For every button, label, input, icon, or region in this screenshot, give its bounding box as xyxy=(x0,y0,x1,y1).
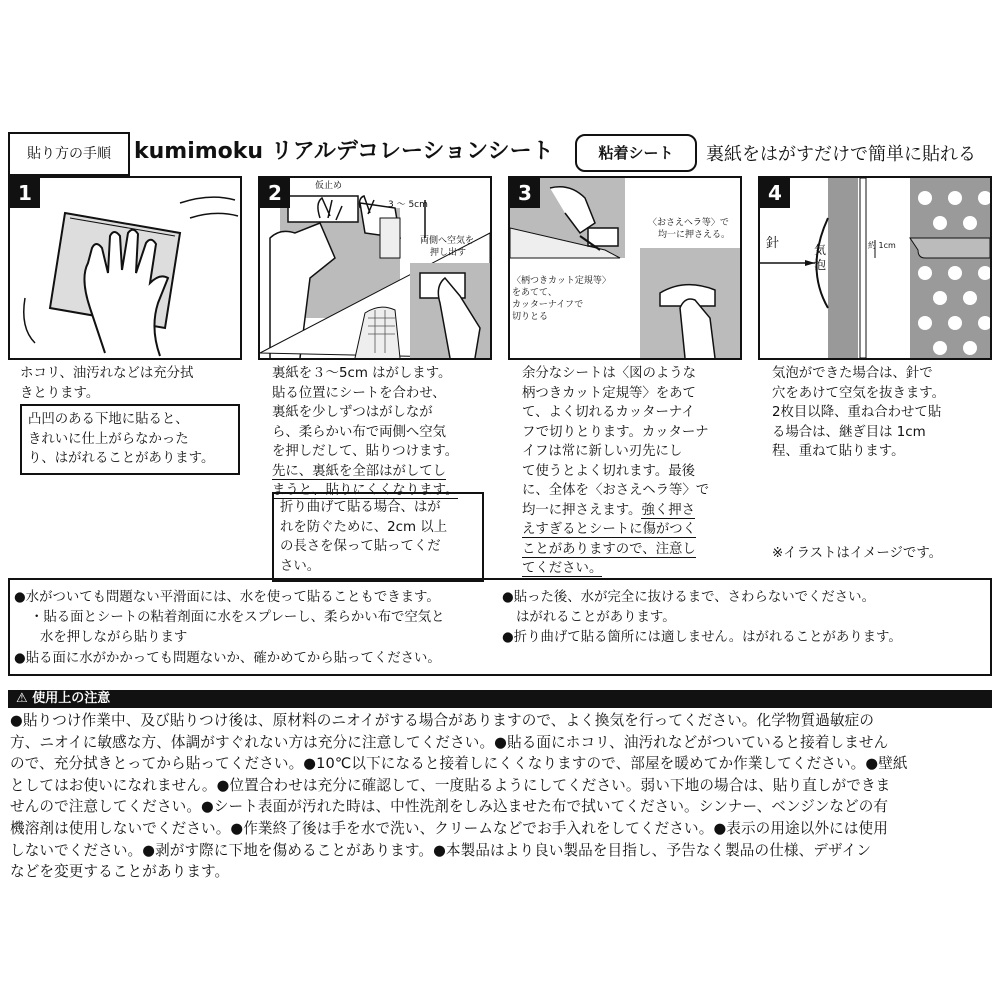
step-2-note: 折り曲げて貼る場合、はが れを防ぐために、2cm 以上 の長さを保って貼ってくだ さい。 xyxy=(272,492,484,582)
tagline: 裏紙をはがすだけで簡単に貼れる xyxy=(706,144,976,165)
wiping-hand-illustration xyxy=(10,178,240,358)
hera-label-1: 〈おさえヘラ等〉で xyxy=(648,218,729,228)
step-4-illustration xyxy=(758,176,992,360)
push-air-label-1: 両側へ空気を xyxy=(420,236,475,246)
illustration-disclaimer: ※イラストはイメージです。 xyxy=(772,546,943,561)
brand-name: kumimoku xyxy=(134,139,264,164)
product-name: リアルデコレーションシート xyxy=(263,139,554,164)
step-number: 1 xyxy=(10,178,40,208)
step-4-text: 気泡ができた場合は、針で 穴をあけて空気を抜きます。 2枚目以降、重ね合わせて貼 る場合は、継ぎ目は 1cm 程、重ねて貼ります。 xyxy=(772,366,946,459)
step-2-illustration xyxy=(258,176,492,360)
step-1-note: 凸凹のある下地に貼ると、 きれいに仕上がらなかった り、はがれることがあります。 xyxy=(20,404,240,475)
step-2-text: 裏紙を３～5cm はがします。 貼る位置にシートを合わせ、 裏紙を少しずつはがしなが ら、柔らかい布で両側へ空気 を押しだして、貼りつけます。 先に、裏紙を全部はがしてし まうと、貼りにくくなります。 xyxy=(272,366,459,498)
step-3-illustration xyxy=(508,176,742,360)
step-1-text: ホコリ、油汚れなどは充分拭 きとります。 xyxy=(20,366,194,401)
cut-label-2: をあてて、 xyxy=(512,288,557,298)
step-number: 3 xyxy=(510,178,540,208)
water-application-box: ●水がついても問題ない平滑面には、水を使って貼ることもできます。 ・貼る面とシートの粘着剤面に水をスプレーし、柔らかい布で空気と 水を押しながら貼ります ●貼る面に水がかかっても問題ないか、確かめてから貼ってください。 ●貼った後、水が完全に抜けるまで、さわらないでください。 はがれることがあります。 ●折り曲げて貼る箇所には適しません。はがれることがあります。 xyxy=(8,578,992,676)
needle-label: 針 xyxy=(766,236,780,251)
measure-label: 3 ～ 5cm xyxy=(388,200,428,210)
cut-label-4: 切りとる xyxy=(512,312,549,322)
step-number: 2 xyxy=(260,178,290,208)
product-title xyxy=(134,134,554,165)
overlap-label: 約 1cm xyxy=(868,241,896,250)
karidome-label: 仮止め xyxy=(315,181,343,191)
step-1-illustration xyxy=(8,176,242,360)
push-air-label-2: 押し出す xyxy=(430,248,467,258)
adhesive-sheet-badge: 粘着シート xyxy=(575,134,697,172)
peeling-backing-illustration xyxy=(260,178,490,358)
caution-body: ●貼りつけ作業中、及び貼りつけ後は、原材料のニオイがする場合がありますので、よく換気を行ってください。化学物質過敏症の 方、ニオイに敏感な方、体調がすぐれない方は充分に注意してください。●貼る面にホコリ、油汚れなどがついていると接着しません ので、充分拭きとってから貼ってください。●10℃以下になると接着しにくくなりますので、部屋を暖めてか作業してください。●壁紙 としてはお使いになれません。●位置合わせは充分に確認して、一度貼るようにしてください。弱い下地の場合は、貼り直しができま せんので注意してください。●シート表面が汚れた時は、中性洗剤をしみ込ませた布で拭いてください。シンナー、ベンジンなどの有 機溶剤は使用しないでください。●作業終了後は手を水で洗い、クリームなどでお手入れをしてください。●表示の用途以外には使用 しないでください。●剥がす際に下地を傷めることがあります。●本製品はより良い製品を目指し、予告なく製品の仕様、デザイン などを変更することがあります。 xyxy=(10,712,908,881)
warning-icon: ⚠ xyxy=(16,691,33,706)
caution-header: ⚠ 使用上の注意 xyxy=(8,690,992,708)
cut-label-3: カッターナイフで xyxy=(512,300,584,310)
bubble-label: 気泡 xyxy=(814,243,827,272)
procedure-label: 貼り方の手順 xyxy=(8,132,130,176)
cutting-illustration xyxy=(510,178,740,358)
bubble-illustration xyxy=(760,178,990,358)
step-number: 4 xyxy=(760,178,790,208)
cut-label-1: 〈柄つきカット定規等〉 xyxy=(512,276,611,286)
step-3-text: 余分なシートは〈図のような 柄つきカット定規等〉をあて て、よく切れるカッターナイ フで切りとります。カッターナ イフは常に新しい刃先にし て使うとよく切れます。最後 に、全体を〈おさえヘラ等〉で 均一に押さえます。強く押さ えすぎるとシートに傷がつく ことがありますので、注意し てください。 xyxy=(522,366,710,576)
hera-label-2: 均一に押さえる。 xyxy=(658,230,731,240)
